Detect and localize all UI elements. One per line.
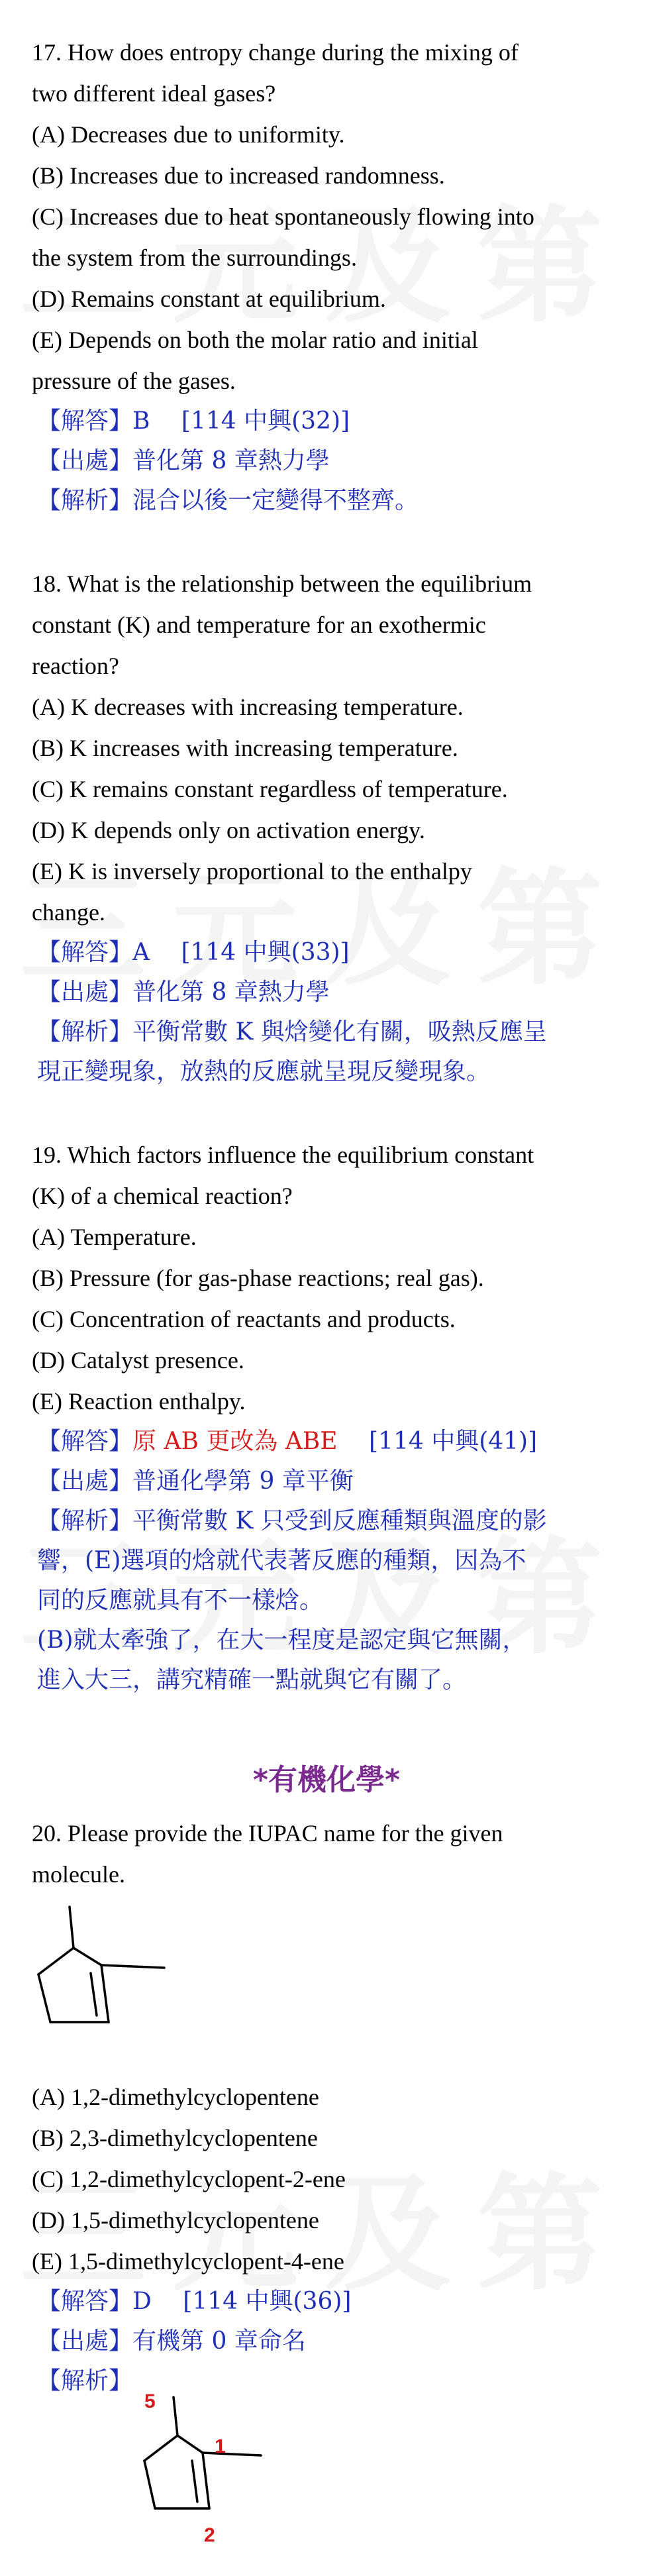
q19-option-c: (C) Concentration of reactants and products. (32, 1306, 456, 1332)
carbon-label-1: 1 (215, 2436, 226, 2457)
q19-source: 【出處】普通化學第 9 章平衡 (37, 1468, 354, 1495)
q18-option-a: (A) K decreases with increasing temperature. (32, 694, 464, 720)
q17-answer: 【解答】B [114 中興(32)] (37, 407, 350, 435)
q18-option-e-line1: (E) K is inversely proportional to the enthalpy (32, 858, 472, 885)
q20-stem-line1: 20. Please provide the IUPAC name for the given (32, 1820, 503, 1847)
q19-answer-label: 【解答】 (37, 1428, 133, 1455)
q19-option-e: (E) Reaction enthalpy. (32, 1388, 246, 1415)
q19-explanation-line2: 響，(E)選項的焓就代表著反應的種類，因為不 (37, 1547, 526, 1574)
q18-explanation-line1: 【解析】平衡常數 K 與焓變化有關，吸熱反應呈 (37, 1018, 547, 1046)
q20-option-a: (A) 1,2-dimethylcyclopentene (32, 2084, 319, 2110)
question-18 (32, 563, 621, 933)
q20-options (32, 2076, 621, 2282)
q18-answer-block (32, 933, 621, 1092)
q20-source: 【出處】有機第 0 章命名 (37, 2328, 306, 2355)
q19-option-a: (A) Temperature. (32, 1224, 197, 1250)
question-19 (32, 1134, 621, 1422)
q17-option-c-line2: the system from the surroundings. (32, 244, 357, 271)
q20-answer: 【解答】D [114 中興(36)] (37, 2288, 352, 2315)
q19-explanation-line3: 同的反應就具有不一樣焓。 (37, 1587, 324, 1614)
q19-option-d: (D) Catalyst presence. (32, 1347, 244, 1373)
q20-answer-block (32, 2282, 621, 2401)
q17-explanation: 【解析】混合以後一定變得不整齊。 (37, 487, 419, 514)
q17-option-d: (D) Remains constant at equilibrium. (32, 286, 386, 312)
q20-option-b: (B) 2,3-dimethylcyclopentene (32, 2125, 318, 2151)
q17-option-a: (A) Decreases due to uniformity. (32, 121, 345, 148)
q18-explanation-line2: 現正變現象，放熱的反應就呈現反變現象。 (37, 1058, 491, 1085)
q18-source: 【出處】普化第 8 章熱力學 (37, 979, 330, 1006)
q19-answer-block (32, 1422, 621, 1700)
q20-option-d: (D) 1,5-dimethylcyclopentene (32, 2207, 319, 2233)
q18-option-b: (B) K increases with increasing temperature. (32, 735, 458, 761)
q19-explanation-line4: (B)就太牽強了，在大一程度是認定與它無關， (37, 1627, 526, 1654)
q19-answer-correction: 原 AB 更改為 ABE (132, 1428, 338, 1455)
q18-option-c: (C) K remains constant regardless of temperature. (32, 776, 508, 802)
question-17 (32, 32, 621, 402)
q18-option-e-line2: change. (32, 899, 105, 926)
carbon-label-5: 5 (144, 2390, 156, 2412)
q19-stem-line1: 19. Which factors influence the equilibrium constant (32, 1142, 534, 1168)
q17-option-e-line2: pressure of the gases. (32, 368, 236, 394)
q17-source: 【出處】普化第 8 章熱力學 (37, 447, 330, 474)
q20-option-e: (E) 1,5-dimethylcyclopent-4-ene (32, 2248, 344, 2275)
q18-stem-line3: reaction? (32, 653, 119, 679)
q19-stem-line2: (K) of a chemical reaction? (32, 1183, 293, 1209)
q18-stem-line2: constant (K) and temperature for an exothermic (32, 612, 486, 638)
q17-stem-line2: two different ideal gases? (32, 80, 276, 107)
q19-answer-reference: [114 中興(41)] (337, 1428, 538, 1455)
q18-stem-line1: 18. What is the relationship between the equilibrium (32, 570, 532, 597)
q17-option-b: (B) Increases due to increased randomness. (32, 162, 445, 189)
q19-explanation-line5: 進入大三，講究精確一點就與它有關了。 (37, 1666, 467, 1693)
q20-molecule-structure (32, 1902, 204, 2061)
q20-option-c: (C) 1,2-dimethylcyclopent-2-ene (32, 2166, 346, 2192)
q18-answer: 【解答】A [114 中興(33)] (37, 939, 350, 966)
q18-option-d: (D) K depends only on activation energy. (32, 817, 425, 843)
q19-answer (32, 1422, 621, 1462)
q19-explanation-line1: 【解析】平衡常數 K 只受到反應種類與溫度的影 (37, 1507, 547, 1534)
carbon-label-2: 2 (204, 2524, 215, 2546)
q17-stem-line1: 17. How does entropy change during the mixing of (32, 39, 519, 66)
question-20 (32, 1813, 621, 1895)
section-title-organic-chemistry: *有機化學* (252, 1763, 401, 1797)
q17-option-c-line1: (C) Increases due to heat spontaneously flowing into (32, 203, 534, 230)
q20-stem-line2: molecule. (32, 1861, 125, 1888)
q17-option-e-line1: (E) Depends on both the molar ratio and initial (32, 327, 478, 353)
q17-answer-block (32, 402, 621, 521)
q19-option-b: (B) Pressure (for gas-phase reactions; real gas). (32, 1265, 484, 1291)
q20-explanation: 【解析】 (37, 2367, 133, 2394)
q20-numbered-structure (131, 2388, 409, 2553)
